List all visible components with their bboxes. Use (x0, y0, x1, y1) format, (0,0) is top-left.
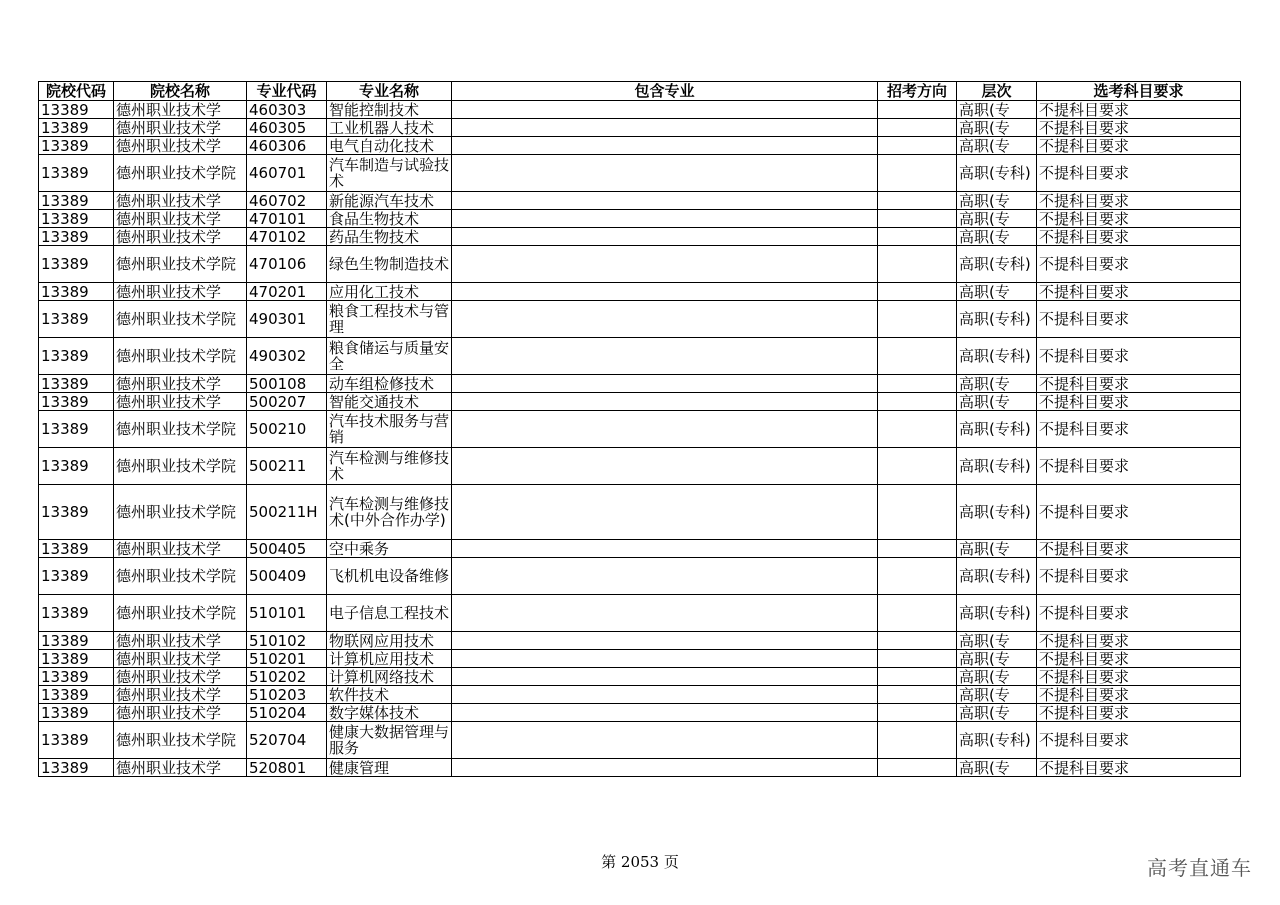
table-row (39, 119, 1241, 137)
major-name-cell: 粮食储运与质量安全 (327, 338, 452, 375)
major-name-cell: 物联网应用技术 (327, 632, 452, 650)
table-row (39, 650, 1241, 668)
subject-requirement-cell: 不提科目要求 (1037, 283, 1241, 301)
table-row (39, 540, 1241, 558)
direction-cell (878, 632, 957, 650)
direction-cell (878, 246, 957, 283)
school-name-cell: 德州职业技术学院 (114, 448, 247, 485)
level-cell: 高职(专科) (957, 338, 1037, 375)
major-name-cell: 飞机机电设备维修 (327, 558, 452, 595)
level-cell: 高职(专科) (957, 448, 1037, 485)
direction-cell (878, 210, 957, 228)
table-row (39, 246, 1241, 283)
table-row (39, 155, 1241, 192)
school-code-cell: 13389 (39, 137, 114, 155)
school-code-cell: 13389 (39, 301, 114, 338)
major-code-cell: 500405 (247, 540, 327, 558)
subject-requirement-cell: 不提科目要求 (1037, 210, 1241, 228)
major-code-cell: 490301 (247, 301, 327, 338)
subject-requirement-cell: 不提科目要求 (1037, 759, 1241, 777)
subject-requirement-cell: 不提科目要求 (1037, 301, 1241, 338)
major-code-cell: 470101 (247, 210, 327, 228)
table-row (39, 101, 1241, 119)
major-code-cell: 510204 (247, 704, 327, 722)
col-header-included-majors: 包含专业 (452, 82, 878, 101)
level-cell: 高职(专科) (957, 722, 1037, 759)
direction-cell (878, 301, 957, 338)
direction-cell (878, 448, 957, 485)
school-name-cell: 德州职业技术学院 (114, 485, 247, 540)
col-header-level: 层次 (957, 82, 1037, 101)
col-header-major-code: 专业代码 (247, 82, 327, 101)
included-majors-cell (452, 411, 878, 448)
included-majors-cell (452, 704, 878, 722)
major-code-cell: 500211H (247, 485, 327, 540)
major-code-cell: 510202 (247, 668, 327, 686)
level-cell: 高职(专 (957, 210, 1037, 228)
major-code-cell: 460305 (247, 119, 327, 137)
major-code-cell: 500409 (247, 558, 327, 595)
major-code-cell: 500207 (247, 393, 327, 411)
subject-requirement-cell: 不提科目要求 (1037, 540, 1241, 558)
col-header-direction: 招考方向 (878, 82, 957, 101)
level-cell: 高职(专科) (957, 155, 1037, 192)
school-name-cell: 德州职业技术学 (114, 101, 247, 119)
level-cell: 高职(专 (957, 704, 1037, 722)
level-cell: 高职(专科) (957, 411, 1037, 448)
school-name-cell: 德州职业技术学院 (114, 411, 247, 448)
major-name-cell: 健康管理 (327, 759, 452, 777)
subject-requirement-cell: 不提科目要求 (1037, 668, 1241, 686)
subject-requirement-cell: 不提科目要求 (1037, 375, 1241, 393)
subject-requirement-cell: 不提科目要求 (1037, 650, 1241, 668)
major-code-cell: 510102 (247, 632, 327, 650)
level-cell: 高职(专 (957, 650, 1037, 668)
school-name-cell: 德州职业技术学 (114, 192, 247, 210)
page-number: 第 2053 页 (601, 853, 679, 871)
level-cell: 高职(专 (957, 228, 1037, 246)
school-name-cell: 德州职业技术学院 (114, 155, 247, 192)
school-name-cell: 德州职业技术学 (114, 137, 247, 155)
level-cell: 高职(专 (957, 686, 1037, 704)
included-majors-cell (452, 375, 878, 393)
major-name-cell: 食品生物技术 (327, 210, 452, 228)
table-row (39, 485, 1241, 540)
level-cell: 高职(专 (957, 192, 1037, 210)
table-row (39, 137, 1241, 155)
major-name-cell: 汽车检测与维修技术(中外合作办学) (327, 485, 452, 540)
school-name-cell: 德州职业技术学 (114, 375, 247, 393)
school-code-cell: 13389 (39, 540, 114, 558)
included-majors-cell (452, 686, 878, 704)
school-code-cell: 13389 (39, 650, 114, 668)
major-code-cell: 470201 (247, 283, 327, 301)
direction-cell (878, 759, 957, 777)
direction-cell (878, 595, 957, 632)
school-code-cell: 13389 (39, 192, 114, 210)
school-code-cell: 13389 (39, 704, 114, 722)
included-majors-cell (452, 228, 878, 246)
school-name-cell: 德州职业技术学院 (114, 595, 247, 632)
school-code-cell: 13389 (39, 595, 114, 632)
included-majors-cell (452, 283, 878, 301)
school-code-cell: 13389 (39, 246, 114, 283)
school-code-cell: 13389 (39, 228, 114, 246)
level-cell: 高职(专 (957, 119, 1037, 137)
school-code-cell: 13389 (39, 632, 114, 650)
level-cell: 高职(专 (957, 375, 1037, 393)
level-cell: 高职(专科) (957, 301, 1037, 338)
school-code-cell: 13389 (39, 393, 114, 411)
school-name-cell: 德州职业技术学 (114, 686, 247, 704)
school-code-cell: 13389 (39, 759, 114, 777)
direction-cell (878, 558, 957, 595)
level-cell: 高职(专科) (957, 595, 1037, 632)
school-name-cell: 德州职业技术学院 (114, 338, 247, 375)
direction-cell (878, 686, 957, 704)
subject-requirement-cell: 不提科目要求 (1037, 722, 1241, 759)
school-name-cell: 德州职业技术学 (114, 668, 247, 686)
school-name-cell: 德州职业技术学院 (114, 722, 247, 759)
subject-requirement-cell: 不提科目要求 (1037, 411, 1241, 448)
school-code-cell: 13389 (39, 283, 114, 301)
direction-cell (878, 411, 957, 448)
school-code-cell: 13389 (39, 338, 114, 375)
direction-cell (878, 228, 957, 246)
direction-cell (878, 283, 957, 301)
table-row (39, 411, 1241, 448)
subject-requirement-cell: 不提科目要求 (1037, 338, 1241, 375)
direction-cell (878, 722, 957, 759)
major-name-cell: 数字媒体技术 (327, 704, 452, 722)
major-name-cell: 粮食工程技术与管理 (327, 301, 452, 338)
subject-requirement-cell: 不提科目要求 (1037, 704, 1241, 722)
major-code-cell: 510203 (247, 686, 327, 704)
direction-cell (878, 668, 957, 686)
major-name-cell: 动车组检修技术 (327, 375, 452, 393)
direction-cell (878, 338, 957, 375)
header-row (39, 82, 1241, 101)
major-name-cell: 新能源汽车技术 (327, 192, 452, 210)
school-name-cell: 德州职业技术学 (114, 228, 247, 246)
subject-requirement-cell: 不提科目要求 (1037, 393, 1241, 411)
school-code-cell: 13389 (39, 722, 114, 759)
school-name-cell: 德州职业技术学 (114, 393, 247, 411)
level-cell: 高职(专科) (957, 246, 1037, 283)
level-cell: 高职(专 (957, 283, 1037, 301)
subject-requirement-cell: 不提科目要求 (1037, 101, 1241, 119)
included-majors-cell (452, 338, 878, 375)
subject-requirement-cell: 不提科目要求 (1037, 192, 1241, 210)
subject-requirement-cell: 不提科目要求 (1037, 686, 1241, 704)
table-row (39, 283, 1241, 301)
table-row (39, 393, 1241, 411)
included-majors-cell (452, 650, 878, 668)
included-majors-cell (452, 155, 878, 192)
level-cell: 高职(专 (957, 137, 1037, 155)
included-majors-cell (452, 485, 878, 540)
major-name-cell: 绿色生物制造技术 (327, 246, 452, 283)
school-code-cell: 13389 (39, 485, 114, 540)
subject-requirement-cell: 不提科目要求 (1037, 155, 1241, 192)
table-row (39, 301, 1241, 338)
school-name-cell: 德州职业技术学 (114, 650, 247, 668)
level-cell: 高职(专 (957, 101, 1037, 119)
major-name-cell: 电子信息工程技术 (327, 595, 452, 632)
school-code-cell: 13389 (39, 119, 114, 137)
school-code-cell: 13389 (39, 686, 114, 704)
major-name-cell: 汽车制造与试验技术 (327, 155, 452, 192)
major-name-cell: 汽车技术服务与营销 (327, 411, 452, 448)
included-majors-cell (452, 192, 878, 210)
direction-cell (878, 393, 957, 411)
included-majors-cell (452, 101, 878, 119)
included-majors-cell (452, 137, 878, 155)
direction-cell (878, 704, 957, 722)
direction-cell (878, 137, 957, 155)
major-name-cell: 计算机网络技术 (327, 668, 452, 686)
school-name-cell: 德州职业技术学 (114, 119, 247, 137)
col-header-subject-requirement: 选考科目要求 (1037, 82, 1241, 101)
table-row (39, 228, 1241, 246)
direction-cell (878, 119, 957, 137)
subject-requirement-cell: 不提科目要求 (1037, 558, 1241, 595)
major-code-cell: 490302 (247, 338, 327, 375)
included-majors-cell (452, 393, 878, 411)
included-majors-cell (452, 540, 878, 558)
major-name-cell: 电气自动化技术 (327, 137, 452, 155)
level-cell: 高职(专 (957, 540, 1037, 558)
subject-requirement-cell: 不提科目要求 (1037, 119, 1241, 137)
col-header-major-name: 专业名称 (327, 82, 452, 101)
major-name-cell: 药品生物技术 (327, 228, 452, 246)
subject-requirement-cell: 不提科目要求 (1037, 485, 1241, 540)
included-majors-cell (452, 668, 878, 686)
direction-cell (878, 155, 957, 192)
direction-cell (878, 101, 957, 119)
direction-cell (878, 375, 957, 393)
school-code-cell: 13389 (39, 448, 114, 485)
table-row (39, 338, 1241, 375)
major-code-cell: 460306 (247, 137, 327, 155)
watermark-logo-text: 高考直通车 (1147, 856, 1252, 880)
admissions-table (38, 81, 1241, 777)
level-cell: 高职(专科) (957, 558, 1037, 595)
included-majors-cell (452, 632, 878, 650)
col-header-school-name: 院校名称 (114, 82, 247, 101)
table-row (39, 704, 1241, 722)
major-code-cell: 510101 (247, 595, 327, 632)
table-row (39, 686, 1241, 704)
school-name-cell: 德州职业技术学 (114, 759, 247, 777)
included-majors-cell (452, 558, 878, 595)
subject-requirement-cell: 不提科目要求 (1037, 137, 1241, 155)
school-code-cell: 13389 (39, 558, 114, 595)
included-majors-cell (452, 119, 878, 137)
direction-cell (878, 650, 957, 668)
included-majors-cell (452, 301, 878, 338)
level-cell: 高职(专 (957, 759, 1037, 777)
level-cell: 高职(专 (957, 632, 1037, 650)
major-code-cell: 520801 (247, 759, 327, 777)
major-name-cell: 工业机器人技术 (327, 119, 452, 137)
direction-cell (878, 540, 957, 558)
school-code-cell: 13389 (39, 155, 114, 192)
major-code-cell: 470102 (247, 228, 327, 246)
table-row (39, 722, 1241, 759)
direction-cell (878, 485, 957, 540)
subject-requirement-cell: 不提科目要求 (1037, 448, 1241, 485)
table-row (39, 448, 1241, 485)
table-row (39, 192, 1241, 210)
school-name-cell: 德州职业技术学 (114, 283, 247, 301)
included-majors-cell (452, 210, 878, 228)
major-code-cell: 500211 (247, 448, 327, 485)
subject-requirement-cell: 不提科目要求 (1037, 595, 1241, 632)
major-code-cell: 520704 (247, 722, 327, 759)
school-code-cell: 13389 (39, 375, 114, 393)
table-row (39, 210, 1241, 228)
level-cell: 高职(专 (957, 668, 1037, 686)
school-name-cell: 德州职业技术学 (114, 704, 247, 722)
major-name-cell: 计算机应用技术 (327, 650, 452, 668)
major-name-cell: 空中乘务 (327, 540, 452, 558)
school-name-cell: 德州职业技术学院 (114, 246, 247, 283)
subject-requirement-cell: 不提科目要求 (1037, 246, 1241, 283)
major-code-cell: 460303 (247, 101, 327, 119)
major-code-cell: 510201 (247, 650, 327, 668)
col-header-school-code: 院校代码 (39, 82, 114, 101)
school-name-cell: 德州职业技术学院 (114, 558, 247, 595)
table-row (39, 558, 1241, 595)
school-code-cell: 13389 (39, 668, 114, 686)
school-name-cell: 德州职业技术学 (114, 540, 247, 558)
table-row (39, 595, 1241, 632)
major-name-cell: 智能控制技术 (327, 101, 452, 119)
major-code-cell: 460701 (247, 155, 327, 192)
level-cell: 高职(专 (957, 393, 1037, 411)
major-name-cell: 智能交通技术 (327, 393, 452, 411)
major-code-cell: 500108 (247, 375, 327, 393)
major-code-cell: 500210 (247, 411, 327, 448)
major-code-cell: 460702 (247, 192, 327, 210)
subject-requirement-cell: 不提科目要求 (1037, 228, 1241, 246)
major-name-cell: 应用化工技术 (327, 283, 452, 301)
subject-requirement-cell: 不提科目要求 (1037, 632, 1241, 650)
table-row (39, 632, 1241, 650)
major-name-cell: 汽车检测与维修技术 (327, 448, 452, 485)
included-majors-cell (452, 722, 878, 759)
included-majors-cell (452, 246, 878, 283)
level-cell: 高职(专科) (957, 485, 1037, 540)
included-majors-cell (452, 448, 878, 485)
school-name-cell: 德州职业技术学 (114, 632, 247, 650)
included-majors-cell (452, 595, 878, 632)
table-row (39, 759, 1241, 777)
major-code-cell: 470106 (247, 246, 327, 283)
major-name-cell: 健康大数据管理与服务 (327, 722, 452, 759)
school-code-cell: 13389 (39, 101, 114, 119)
school-code-cell: 13389 (39, 411, 114, 448)
table-row (39, 668, 1241, 686)
table-row (39, 375, 1241, 393)
included-majors-cell (452, 759, 878, 777)
school-name-cell: 德州职业技术学 (114, 210, 247, 228)
direction-cell (878, 192, 957, 210)
school-name-cell: 德州职业技术学院 (114, 301, 247, 338)
school-code-cell: 13389 (39, 210, 114, 228)
major-name-cell: 软件技术 (327, 686, 452, 704)
